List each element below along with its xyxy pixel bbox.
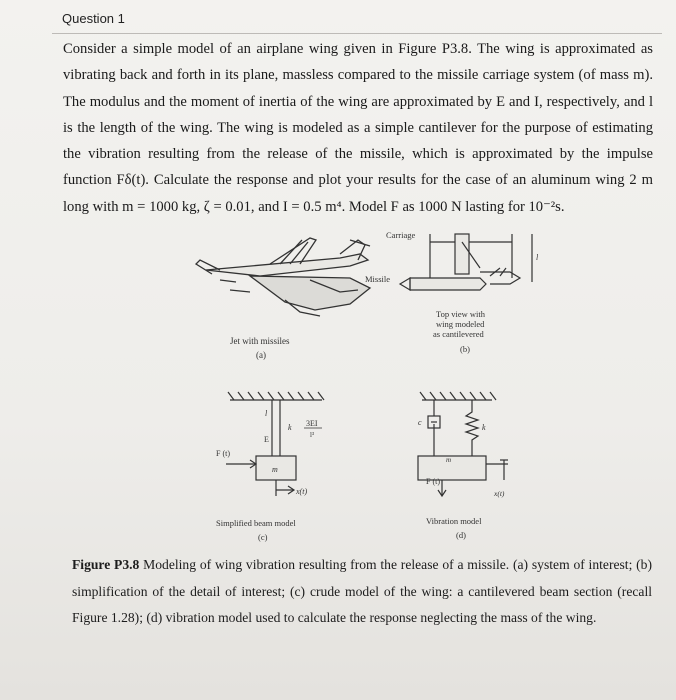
- fig-b-l: l: [536, 253, 539, 262]
- fig-c-x: x(t): [296, 487, 308, 496]
- figure-caption: [72, 552, 652, 632]
- fig-a-tag: (a): [256, 350, 266, 360]
- fig-c-tag: (c): [258, 532, 268, 542]
- beam-model: [226, 392, 324, 496]
- fig-a-title: Jet with missiles: [230, 336, 290, 346]
- fig-c-l: l: [265, 409, 268, 418]
- fig-c-F: F (t): [216, 449, 230, 458]
- fig-b-title-3: as cantilevered: [433, 329, 484, 339]
- fig-d-F: F (t): [426, 477, 440, 486]
- fig-d-k: k: [482, 423, 486, 432]
- fig-c-title: Simplified beam model: [216, 518, 296, 528]
- jet-illustration: [196, 238, 370, 316]
- carriage-top-view: [400, 234, 532, 290]
- caption-label: Figure P3.8: [72, 557, 140, 572]
- fig-b-title-2: wing modeled: [436, 319, 485, 329]
- divider: [52, 33, 662, 34]
- fig-d-title: Vibration model: [426, 516, 482, 526]
- fig-d-m: m: [446, 456, 452, 464]
- fig-c-E: E: [264, 435, 269, 444]
- fig-c-m: m: [272, 465, 278, 474]
- fig-b-carriage: Carriage: [386, 230, 416, 240]
- question-label: Question 1: [62, 11, 125, 26]
- fig-c-k: k: [288, 423, 292, 432]
- fig-d-c: c: [418, 418, 422, 427]
- fig-b-title-1: Top view with: [436, 309, 485, 319]
- caption-text: Modeling of wing vibration resulting from the release of a missile. (a) system of interest; (b) simplification of the detail of interest; (c) crude model of the wing: a cantilevered beam section (recall Figure 1.28); (d) vibration model used to calculate the response neglecting the mass of the wing.: [72, 557, 652, 625]
- fig-b-tag: (b): [460, 344, 470, 354]
- problem-statement: Consider a simple model of an airplane wing given in Figure P3.8. The wing is approximated as vibrating back and forth in its plane, massless compared to the missile carriage system (of mass m). The modulus and the moment of inertia of the wing are approximated by E and I, respectively, and l is the length of the wing. The wing is modeled as a simple cantilever for the purpose of estimating the vibration resulting from the release of the missile, which is approximated by the impulse function Fδ(t). Calculate the response and plot your results for the case of an aluminum wing 2 m long with m = 1000 kg, ζ = 0.01, and I = 0.5 m⁴. Model F as 1000 N lasting for 10⁻²s.: [63, 41, 653, 215]
- figure-p3-8: [190, 220, 570, 550]
- fig-d-tag: (d): [456, 530, 466, 540]
- fig-c-k-num: 3EI: [306, 419, 318, 428]
- fig-c-k-den: l³: [310, 431, 315, 439]
- fig-b-missile: Missile: [365, 274, 391, 284]
- fig-d-x: x(t): [494, 489, 505, 498]
